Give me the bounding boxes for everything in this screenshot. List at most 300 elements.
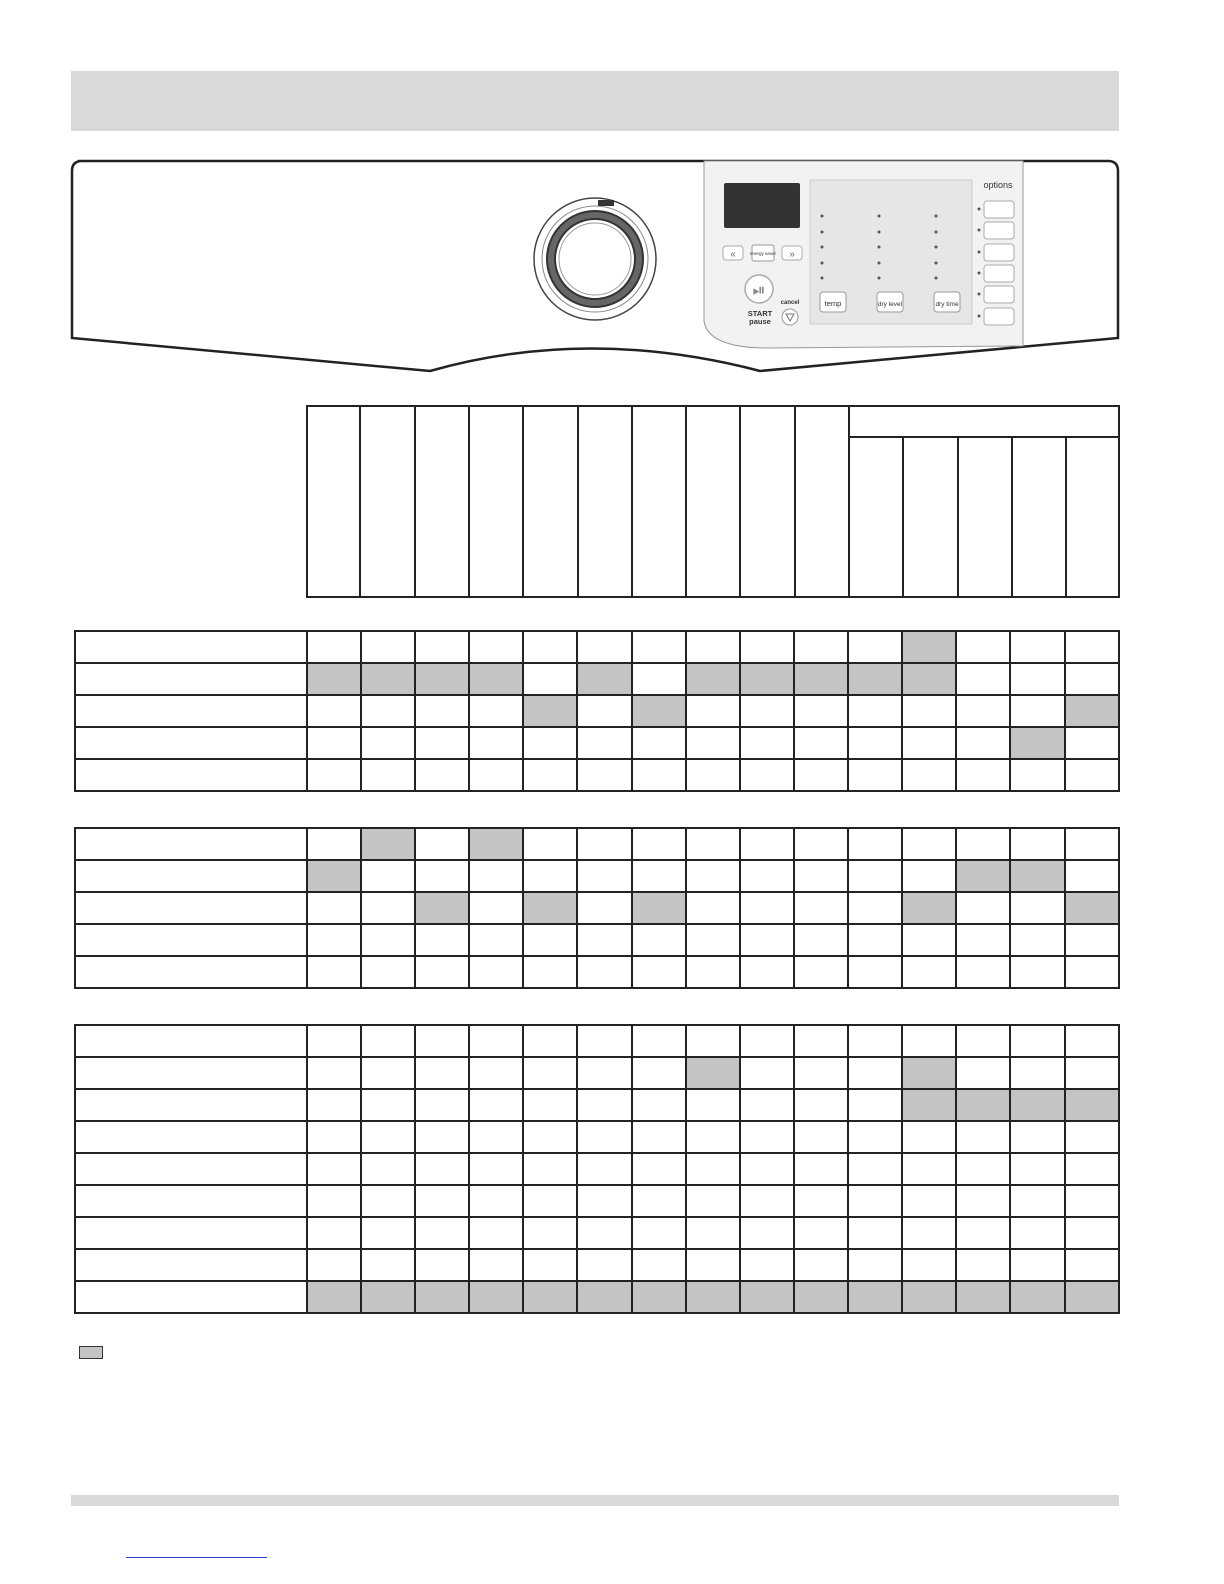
empty-cell	[469, 1185, 523, 1217]
empty-cell	[415, 759, 469, 791]
empty-cell	[632, 1185, 686, 1217]
empty-cell	[469, 631, 523, 663]
dry-level-label: dry level	[877, 301, 903, 308]
empty-cell	[415, 695, 469, 727]
empty-cell	[307, 695, 361, 727]
empty-cell	[956, 1057, 1010, 1089]
control-panel-illustration	[68, 156, 1122, 376]
empty-cell	[469, 759, 523, 791]
empty-cell	[1010, 828, 1064, 860]
header-column-divider	[685, 405, 687, 598]
empty-cell	[1065, 759, 1119, 791]
empty-cell	[307, 892, 361, 924]
empty-cell	[415, 1185, 469, 1217]
empty-cell	[469, 956, 523, 988]
table-row	[75, 924, 1119, 956]
empty-cell	[902, 1185, 956, 1217]
shaded-cell	[902, 1089, 956, 1121]
empty-cell	[686, 860, 740, 892]
empty-cell	[794, 892, 848, 924]
empty-cell	[686, 828, 740, 860]
empty-cell	[794, 1153, 848, 1185]
empty-cell	[469, 1057, 523, 1089]
empty-cell	[523, 1217, 577, 1249]
empty-cell	[307, 1121, 361, 1153]
empty-cell	[956, 956, 1010, 988]
empty-cell	[794, 695, 848, 727]
shaded-cell	[577, 1281, 631, 1313]
empty-cell	[956, 828, 1010, 860]
shaded-cell	[956, 1281, 1010, 1313]
table-row	[75, 759, 1119, 791]
empty-cell	[956, 1025, 1010, 1057]
header-column-divider	[739, 405, 741, 598]
empty-cell	[848, 631, 902, 663]
footer-bar	[71, 1495, 1119, 1506]
empty-cell	[415, 860, 469, 892]
row-label-cell	[75, 663, 307, 695]
option-button-6[interactable]	[984, 308, 1014, 325]
empty-cell	[794, 956, 848, 988]
empty-cell	[686, 759, 740, 791]
empty-cell	[307, 1153, 361, 1185]
row-label-cell	[75, 1153, 307, 1185]
empty-cell	[1010, 663, 1064, 695]
empty-cell	[848, 1153, 902, 1185]
shaded-cell	[902, 1057, 956, 1089]
empty-cell	[469, 1089, 523, 1121]
shaded-cell	[902, 1281, 956, 1313]
empty-cell	[577, 1217, 631, 1249]
row-label-cell	[75, 631, 307, 663]
table-row	[75, 695, 1119, 727]
empty-cell	[686, 1185, 740, 1217]
empty-cell	[469, 860, 523, 892]
empty-cell	[956, 727, 1010, 759]
empty-cell	[848, 892, 902, 924]
empty-cell	[1010, 956, 1064, 988]
empty-cell	[361, 727, 415, 759]
empty-cell	[686, 727, 740, 759]
empty-cell	[848, 1089, 902, 1121]
empty-cell	[361, 1153, 415, 1185]
empty-cell	[686, 924, 740, 956]
empty-cell	[902, 1217, 956, 1249]
cancel-label: cancel	[780, 300, 800, 306]
row-label-cell	[75, 1217, 307, 1249]
table-row	[75, 1185, 1119, 1217]
empty-cell	[307, 828, 361, 860]
shaded-cell	[848, 1281, 902, 1313]
empty-cell	[848, 759, 902, 791]
header-column-divider	[848, 405, 850, 598]
option-button-4[interactable]	[984, 265, 1014, 282]
empty-cell	[361, 1057, 415, 1089]
empty-cell	[956, 759, 1010, 791]
shaded-cell	[469, 828, 523, 860]
empty-cell	[523, 1153, 577, 1185]
empty-cell	[740, 759, 794, 791]
shaded-cell	[307, 663, 361, 695]
empty-cell	[632, 1217, 686, 1249]
empty-cell	[956, 1153, 1010, 1185]
empty-cell	[1010, 924, 1064, 956]
empty-cell	[469, 1217, 523, 1249]
empty-cell	[632, 1249, 686, 1281]
dry-time-label: dry time	[935, 301, 959, 308]
empty-cell	[307, 759, 361, 791]
empty-cell	[956, 1249, 1010, 1281]
display-screen	[724, 183, 800, 228]
empty-cell	[1065, 828, 1119, 860]
shaded-cell	[956, 1089, 1010, 1121]
empty-cell	[1065, 727, 1119, 759]
table-2	[74, 827, 1120, 989]
empty-cell	[523, 727, 577, 759]
empty-cell	[415, 1089, 469, 1121]
table-row	[75, 663, 1119, 695]
empty-cell	[740, 1121, 794, 1153]
empty-cell	[577, 860, 631, 892]
table-row	[75, 1025, 1119, 1057]
shaded-cell	[415, 1281, 469, 1313]
header-span-divider	[848, 436, 1120, 438]
empty-cell	[307, 1249, 361, 1281]
empty-cell	[740, 892, 794, 924]
row-label-cell	[75, 1089, 307, 1121]
empty-cell	[902, 695, 956, 727]
empty-cell	[361, 924, 415, 956]
shaded-cell	[469, 663, 523, 695]
empty-cell	[794, 860, 848, 892]
empty-cell	[848, 956, 902, 988]
shaded-cell	[415, 892, 469, 924]
row-label-cell	[75, 695, 307, 727]
shaded-cell	[902, 631, 956, 663]
shaded-cell	[956, 860, 1010, 892]
shaded-cell	[632, 892, 686, 924]
empty-cell	[632, 956, 686, 988]
empty-cell	[577, 1089, 631, 1121]
empty-cell	[848, 1025, 902, 1057]
empty-cell	[523, 1121, 577, 1153]
shaded-cell	[523, 1281, 577, 1313]
empty-cell	[361, 1249, 415, 1281]
temp-label: temp	[824, 299, 842, 308]
empty-cell	[686, 1217, 740, 1249]
shaded-cell	[794, 1281, 848, 1313]
row-label-cell	[75, 828, 307, 860]
empty-cell	[307, 631, 361, 663]
empty-cell	[469, 1121, 523, 1153]
empty-cell	[577, 1153, 631, 1185]
empty-cell	[577, 695, 631, 727]
empty-cell	[632, 1089, 686, 1121]
empty-cell	[523, 1057, 577, 1089]
row-label-cell	[75, 892, 307, 924]
option-button-3[interactable]	[984, 244, 1014, 261]
empty-cell	[361, 1185, 415, 1217]
empty-cell	[902, 1153, 956, 1185]
header-column-divider	[359, 405, 361, 598]
table-3	[74, 1024, 1120, 1314]
empty-cell	[1065, 956, 1119, 988]
empty-cell	[740, 924, 794, 956]
empty-cell	[632, 924, 686, 956]
shaded-cell	[794, 663, 848, 695]
empty-cell	[1065, 1217, 1119, 1249]
table-row	[75, 1153, 1119, 1185]
empty-cell	[1010, 1185, 1064, 1217]
table-row	[75, 1217, 1119, 1249]
empty-cell	[902, 727, 956, 759]
shaded-cell	[1010, 860, 1064, 892]
shaded-cell	[686, 1281, 740, 1313]
shaded-cell	[1010, 727, 1064, 759]
header-column-divider	[957, 436, 959, 598]
empty-cell	[523, 1025, 577, 1057]
shaded-cell	[902, 892, 956, 924]
empty-cell	[632, 1153, 686, 1185]
column-header-block	[306, 405, 1120, 598]
empty-cell	[361, 631, 415, 663]
empty-cell	[740, 1185, 794, 1217]
empty-cell	[740, 1249, 794, 1281]
empty-cell	[577, 956, 631, 988]
empty-cell	[577, 631, 631, 663]
empty-cell	[307, 1185, 361, 1217]
empty-cell	[902, 956, 956, 988]
header-column-divider	[794, 405, 796, 598]
empty-cell	[1010, 631, 1064, 663]
empty-cell	[523, 631, 577, 663]
empty-cell	[361, 1025, 415, 1057]
empty-cell	[794, 1121, 848, 1153]
empty-cell	[577, 1185, 631, 1217]
table-row	[75, 1089, 1119, 1121]
header-column-divider	[522, 405, 524, 598]
pause-label: pause	[749, 317, 771, 326]
empty-cell	[794, 631, 848, 663]
empty-cell	[523, 759, 577, 791]
empty-cell	[415, 1249, 469, 1281]
empty-cell	[1010, 1057, 1064, 1089]
empty-cell	[632, 663, 686, 695]
empty-cell	[415, 828, 469, 860]
empty-cell	[740, 860, 794, 892]
cancel-button[interactable]	[782, 309, 798, 325]
empty-cell	[307, 1089, 361, 1121]
empty-cell	[902, 1025, 956, 1057]
empty-cell	[740, 1153, 794, 1185]
empty-cell	[632, 860, 686, 892]
empty-cell	[1065, 1025, 1119, 1057]
empty-cell	[1010, 1025, 1064, 1057]
empty-cell	[1010, 759, 1064, 791]
option-button-2[interactable]	[984, 222, 1014, 239]
row-label-cell	[75, 759, 307, 791]
option-button-1[interactable]	[984, 201, 1014, 218]
empty-cell	[307, 956, 361, 988]
empty-cell	[577, 1057, 631, 1089]
empty-cell	[956, 663, 1010, 695]
row-label-cell	[75, 727, 307, 759]
empty-cell	[1065, 663, 1119, 695]
empty-cell	[1065, 1057, 1119, 1089]
empty-cell	[361, 1217, 415, 1249]
options-label: options	[983, 180, 1013, 190]
empty-cell	[469, 1025, 523, 1057]
empty-cell	[523, 860, 577, 892]
empty-cell	[415, 1025, 469, 1057]
shaded-cell	[740, 1281, 794, 1313]
empty-cell	[415, 1057, 469, 1089]
prev-arrow-icon: «	[730, 249, 736, 260]
empty-cell	[1065, 1185, 1119, 1217]
footer-link-underline[interactable]	[126, 1557, 267, 1558]
empty-cell	[794, 1249, 848, 1281]
empty-cell	[1065, 924, 1119, 956]
empty-cell	[902, 828, 956, 860]
row-label-cell	[75, 860, 307, 892]
empty-cell	[577, 892, 631, 924]
shaded-cell	[307, 860, 361, 892]
table-row	[75, 1057, 1119, 1089]
row-label-cell	[75, 956, 307, 988]
empty-cell	[1065, 1153, 1119, 1185]
empty-cell	[686, 1121, 740, 1153]
empty-cell	[469, 892, 523, 924]
empty-cell	[632, 759, 686, 791]
shaded-cell	[361, 828, 415, 860]
empty-cell	[1010, 1249, 1064, 1281]
empty-cell	[523, 1249, 577, 1281]
empty-cell	[361, 892, 415, 924]
empty-cell	[686, 1089, 740, 1121]
row-label-cell	[75, 1281, 307, 1313]
empty-cell	[1065, 1121, 1119, 1153]
empty-cell	[523, 828, 577, 860]
shaded-cell	[361, 663, 415, 695]
option-button-5[interactable]	[984, 286, 1014, 303]
empty-cell	[632, 1121, 686, 1153]
empty-cell	[794, 727, 848, 759]
empty-cell	[415, 924, 469, 956]
empty-cell	[740, 1057, 794, 1089]
table-row	[75, 631, 1119, 663]
row-label-cell	[75, 1057, 307, 1089]
table-row	[75, 892, 1119, 924]
table-1	[74, 630, 1120, 792]
table-row	[75, 956, 1119, 988]
empty-cell	[686, 892, 740, 924]
row-label-cell	[75, 1121, 307, 1153]
empty-cell	[361, 695, 415, 727]
cycle-dial[interactable]	[534, 198, 656, 320]
empty-cell	[902, 924, 956, 956]
empty-cell	[740, 631, 794, 663]
empty-cell	[632, 1057, 686, 1089]
empty-cell	[956, 695, 1010, 727]
table-row	[75, 1281, 1119, 1313]
shaded-cell	[848, 663, 902, 695]
empty-cell	[361, 1121, 415, 1153]
legend-swatch	[79, 1346, 103, 1359]
empty-cell	[1010, 695, 1064, 727]
empty-cell	[740, 695, 794, 727]
empty-cell	[956, 1185, 1010, 1217]
empty-cell	[794, 1025, 848, 1057]
shaded-cell	[523, 892, 577, 924]
empty-cell	[577, 828, 631, 860]
empty-cell	[307, 924, 361, 956]
empty-cell	[523, 1089, 577, 1121]
empty-cell	[740, 828, 794, 860]
empty-cell	[361, 860, 415, 892]
start-label: START	[747, 309, 773, 318]
empty-cell	[469, 727, 523, 759]
empty-cell	[1065, 631, 1119, 663]
empty-cell	[632, 631, 686, 663]
empty-cell	[469, 1153, 523, 1185]
shaded-cell	[632, 1281, 686, 1313]
shaded-cell	[1065, 1281, 1119, 1313]
empty-cell	[740, 1217, 794, 1249]
empty-cell	[794, 1057, 848, 1089]
empty-cell	[469, 1249, 523, 1281]
empty-cell	[740, 727, 794, 759]
header-column-divider	[577, 405, 579, 598]
empty-cell	[523, 956, 577, 988]
empty-cell	[469, 695, 523, 727]
empty-cell	[577, 759, 631, 791]
shaded-cell	[686, 1057, 740, 1089]
energy-saver-label: energy saver	[749, 251, 777, 256]
shaded-cell	[686, 663, 740, 695]
empty-cell	[632, 828, 686, 860]
row-label-cell	[75, 924, 307, 956]
table-row	[75, 727, 1119, 759]
empty-cell	[469, 924, 523, 956]
empty-cell	[686, 1153, 740, 1185]
empty-cell	[1065, 1249, 1119, 1281]
header-column-divider	[902, 436, 904, 598]
empty-cell	[1065, 860, 1119, 892]
shaded-cell	[469, 1281, 523, 1313]
empty-cell	[307, 727, 361, 759]
table-row	[75, 828, 1119, 860]
empty-cell	[523, 1185, 577, 1217]
shaded-cell	[632, 695, 686, 727]
play-pause-icon: ⏯	[752, 282, 766, 299]
empty-cell	[848, 695, 902, 727]
empty-cell	[686, 956, 740, 988]
shaded-cell	[415, 663, 469, 695]
empty-cell	[848, 1057, 902, 1089]
empty-cell	[307, 1217, 361, 1249]
empty-cell	[902, 1121, 956, 1153]
shaded-cell	[1010, 1089, 1064, 1121]
shaded-cell	[1065, 695, 1119, 727]
empty-cell	[848, 727, 902, 759]
empty-cell	[632, 727, 686, 759]
empty-cell	[361, 956, 415, 988]
empty-cell	[577, 1249, 631, 1281]
shaded-cell	[577, 663, 631, 695]
empty-cell	[686, 631, 740, 663]
empty-cell	[794, 1217, 848, 1249]
empty-cell	[415, 1153, 469, 1185]
